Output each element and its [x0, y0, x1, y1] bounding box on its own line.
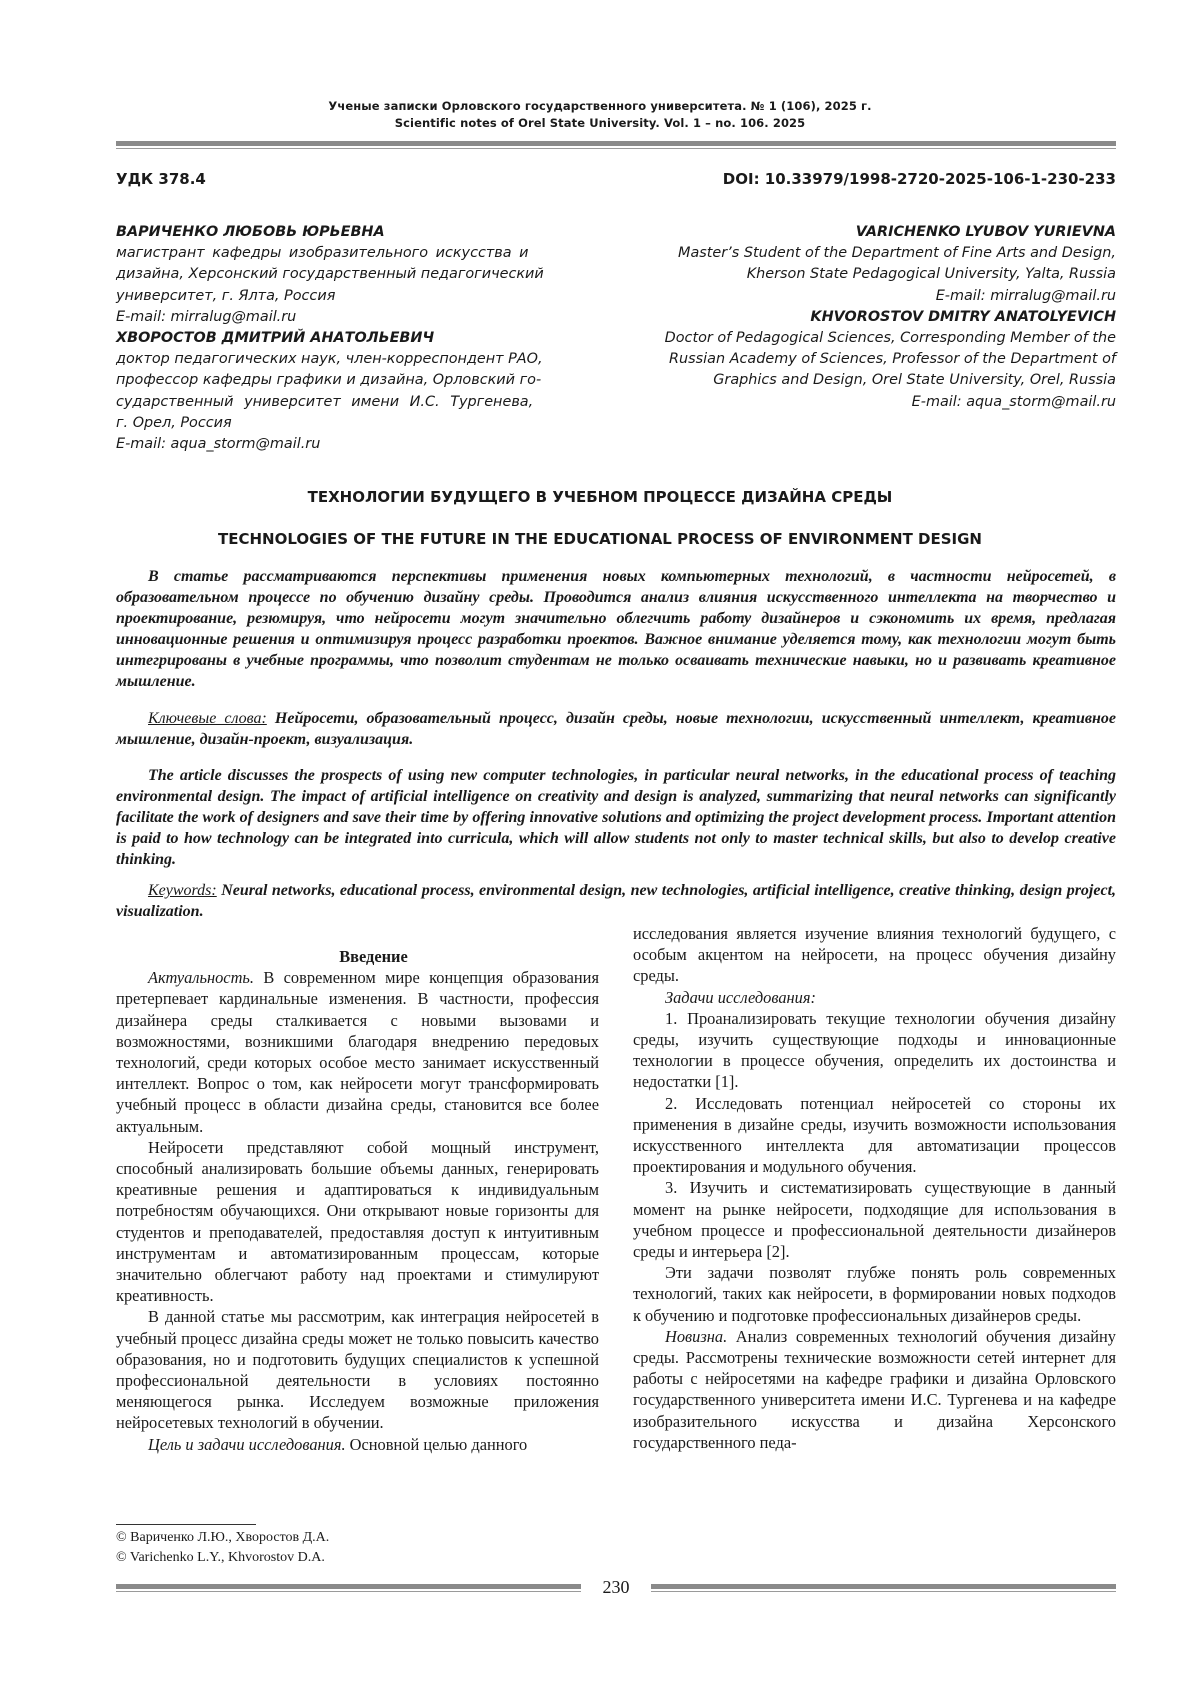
author2-email-en: E-mail: aqua_storm@mail.ru: [911, 393, 1116, 410]
keywords-en-label: Keywords:: [148, 882, 217, 899]
header-rule-thick: [116, 141, 1116, 146]
paragraph: Нейросети представляют собой мощный инструмент, способный анализировать большие объемы данных, генерировать креативные решения и адаптироваться к индивидуальным потребностям обучающихся. Они открывают новые горизонты для студентов и преподавателей, предоставляя доступ к интуитивным инструментам и автоматизированным процессам, которые значительно облегчают работу над проектами и стимулируют креативность.: [116, 1137, 599, 1306]
author2-affiliation-ru-3: сударственный университет имени И.С. Тургенева,: [116, 393, 534, 410]
author1-affiliation-en-2: Kherson State Pedagogical University, Yalta, Russia: [746, 266, 1116, 283]
tasks-title: Задачи исследования:: [665, 987, 816, 1007]
journal-header: [0, 98, 1200, 132]
page-footer: [116, 1579, 1116, 1599]
abstract-en: The article discusses the prospects of using new computer technologies, in particular neural networks, in the educational process of teaching environmental design. The impact of artificial intelligence on creativity and design is analyzed, summarizing that neural networks can significantly facilitate the work of designers and save their time by offering innovative solutions and optimizing the project development process. Important attention is paid to how technology can be integrated into curricula, which will allow students not only to master technical skills, but also to develop creative thinking.: [116, 767, 1116, 868]
paragraph: [116, 1434, 599, 1455]
paragraph: [633, 1326, 1116, 1453]
copyright-ru: © Вариченко Л.Ю., Хворостов Д.А.: [116, 1530, 330, 1545]
journal-header-en: Scientific notes of Orel State University. Vol. 1 – no. 106. 2025: [394, 116, 806, 130]
section-title-introduction: Введение: [339, 947, 408, 966]
author2-affiliation-ru-4: г. Орел, Россия: [116, 414, 232, 431]
authors-ru: [116, 222, 596, 455]
article-title-ru: ТЕХНОЛОГИИ БУДУЩЕГО В УЧЕБНОМ ПРОЦЕССЕ ДИЗАЙНА СРЕДЫ: [307, 488, 893, 506]
paragraph: исследования является изучение влияния технологий будущего, с особым акцентом на нейросети, на процесс обучения дизайну среды.: [633, 924, 1116, 986]
task-item: 2. Исследовать потенциал нейросетей со стороны их применения в дизайне среды, изучить возможности использования искусственного интеллекта для автоматизации процессов проектирования и модульного обучения.: [633, 1093, 1116, 1177]
journal-header-ru: Ученые записки Орловского государственного университета. № 1 (106), 2025 г.: [328, 99, 872, 113]
paragraph-text: Анализ современных технологий обучения дизайну среды. Рассмотрены технические возможности сетей интернет для работы с нейросетями на кафедре графики и дизайна Орловского государственного университета имени И.С. Тургенева и на кафедре изобразительного искусства и дизайна Херсонского государственного педа-: [633, 1326, 1116, 1452]
author2-affiliation-en-2: Russian Academy of Sciences, Professor of the Department of: [669, 351, 1116, 368]
keywords-ru-label: Ключевые слова:: [148, 710, 267, 727]
paragraph-text: Основной целью данного: [345, 1434, 528, 1454]
author1-affiliation-en-1: Master’s Student of the Department of Fine Arts and Design,: [678, 245, 1116, 262]
body-column-right: [633, 923, 1116, 1453]
paragraph-lead: Актуальность.: [148, 968, 254, 988]
header-rule-thin: [116, 148, 1116, 149]
copyright-en: © Varichenko L.Y., Khvorostov D.A.: [116, 1549, 325, 1565]
doi: DOI: 10.33979/1998-2720-2025-106-1-230-233: [722, 170, 1116, 188]
paragraph: В данной статье мы рассмотрим, как интеграция нейросетей в учебный процесс дизайна среды может не только повысить качество образования, но и подготовить будущих специалистов к успешной профессиональной деятельности в условиях постоянно меняющегося рынка. Исследуем возможные приложения нейросетевых технологий в обучении.: [116, 1307, 599, 1433]
body-column-left: [116, 946, 599, 1455]
keywords-ru: [116, 708, 1116, 750]
paragraph: [116, 967, 599, 1137]
keywords-ru-text: Нейросети, образовательный процесс, дизайн среды, новые технологии, искусственный интеллект, креативное мышление, дизайн-проект, визуализация.: [116, 710, 1117, 748]
author2-affiliation-en-3: Graphics and Design, Orel State University, Orel, Russia: [713, 372, 1116, 389]
author1-name-en: VARICHENKO LYUBOV YURIEVNA: [855, 224, 1116, 240]
author2-affiliation-ru-2: профессор кафедры графики и дизайна, Орловский го-: [116, 372, 542, 389]
author2-affiliation-en-1: Doctor of Pedagogical Sciences, Corresponding Member of the: [664, 330, 1116, 347]
footnote: [116, 1528, 329, 1567]
author1-name-ru: ВАРИЧЕНКО ЛЮБОВЬ ЮРЬЕВНА: [116, 224, 385, 240]
author2-name-en: KHVOROSTOV DMITRY ANATOLYEVICH: [810, 308, 1116, 325]
keywords-en-text: Neural networks, educational process, environmental design, new technologies, artificial intelligence, creative thinking, design project, visualization.: [116, 882, 1117, 920]
task-item: 1. Проанализировать текущие технологии обучения дизайну среды, изучить существующие подходы и инновационные технологии в процессе обучения, определить их достоинства и недостатки [1].: [633, 1008, 1116, 1092]
udk-code: УДК 378.4: [116, 170, 206, 188]
paragraph-lead: Новизна.: [665, 1326, 728, 1346]
author2-affiliation-ru-1: доктор педагогических наук, член-корреспондент РАО,: [116, 351, 543, 368]
author1-affiliation-ru-2: дизайна, Херсонский государственный педагогический: [116, 266, 544, 283]
paragraph: Эти задачи позволят глубже понять роль современных технологий, таких как нейросети, в формировании новых подходов к обучению и подготовке профессиональных дизайнеров среды.: [633, 1263, 1116, 1325]
article-title-en: TECHNOLOGIES OF THE FUTURE IN THE EDUCATIONAL PROCESS OF ENVIRONMENT DESIGN: [218, 530, 982, 548]
author2-name-ru: ХВОРОСТОВ ДМИТРИЙ АНАТОЛЬЕВИЧ: [116, 330, 435, 347]
abstract-ru: В статье рассматриваются перспективы применения новых компьютерных технологий, в частности нейросетей, в образовательном процессе по обучению дизайну среды. Проводится анализ влияния искусственного интеллекта на творчество и проектирование, резюмируя, что нейросети могут значительно облегчить работу дизайнеров и сэкономить их время, предлагая инновационные решения и оптимизируя процесс разработки проектов. Важное внимание уделяется тому, как технологии могут быть интегрированы в учебные программы, что позволит студентам не только осваивать технические навыки, но и развивать креативное мышление.: [116, 568, 1116, 690]
author2-email-ru: E-mail: aqua_storm@mail.ru: [116, 436, 321, 453]
author1-affiliation-ru-3: университет, г. Ялта, Россия: [116, 287, 336, 304]
paragraph-lead: Цель и задачи исследования.: [148, 1434, 346, 1454]
footnote-rule: [116, 1524, 256, 1525]
author1-email-en: E-mail: mirralug@mail.ru: [935, 287, 1116, 304]
keywords-en: [116, 880, 1116, 922]
author1-affiliation-ru-1: магистрант кафедры изобразительного искусства и: [116, 245, 529, 262]
author1-email-ru: E-mail: mirralug@mail.ru: [116, 308, 297, 325]
task-item: 3. Изучить и систематизировать существующие в данный момент на рынке нейросети, подходящие для использования в учебном процессе и профессиональной деятельности дизайнеров среды и интерьера [2].: [633, 1178, 1116, 1262]
paragraph-text: В современном мире концепция образования претерпевает кардинальные изменения. В частности, профессия дизайнера среды сталкивается с новыми вызовами и возможностями, возникшими благодаря внедрению передовых технологий, среди которых особое место занимает искусственный интеллект. Вопрос о том, как нейросети могут трансформировать учебный процесс в области дизайна среды, становится все более актуальным.: [116, 968, 599, 1136]
authors-en: [636, 222, 1116, 413]
page-number: 230: [602, 1577, 630, 1597]
